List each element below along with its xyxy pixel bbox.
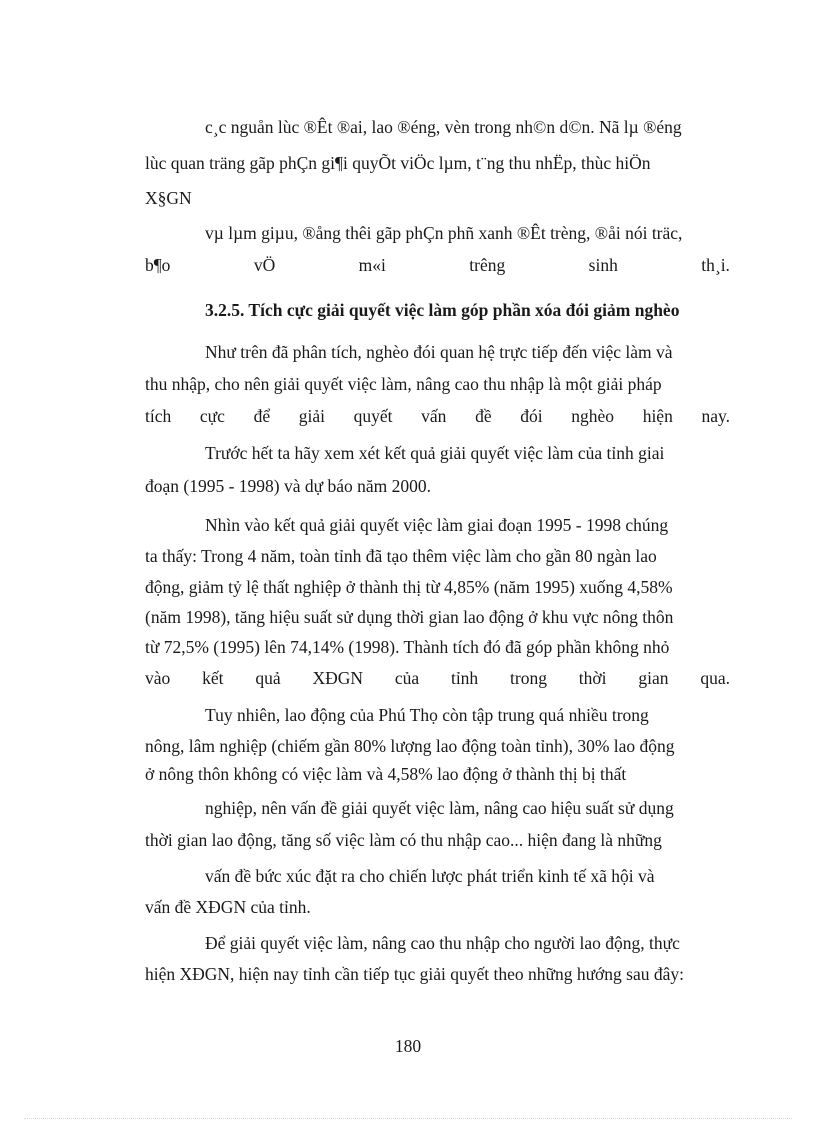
text-line: lùc quan träng gãp phÇn gi¶i quyÕt viÖc lµm, t¨ng thu nhËp, thùc hiÖn bbox=[145, 153, 651, 173]
page-number: 180 bbox=[394, 1036, 422, 1056]
word: gian bbox=[638, 668, 669, 688]
word: để bbox=[253, 406, 271, 426]
text-line: X§GN bbox=[145, 188, 192, 208]
word: XĐGN bbox=[312, 668, 363, 688]
text-line: (năm 1998), tăng hiệu suất sử dụng thời gian lao động ở khu vực nông thôn bbox=[145, 607, 674, 627]
text-line: vµ lµm giµu, ®ång thêi gãp phÇn phñ xanh ®Êt trèng, ®åi nói träc, bbox=[205, 223, 683, 243]
word: vào bbox=[145, 668, 171, 688]
word: nghèo bbox=[571, 406, 615, 426]
word: cực bbox=[199, 406, 225, 426]
word: đề bbox=[475, 406, 492, 426]
word: trong bbox=[510, 668, 547, 688]
word: qua. bbox=[700, 668, 730, 688]
word: của bbox=[394, 668, 420, 688]
word: b¶o bbox=[145, 255, 171, 275]
text-line: Nhìn vào kết quả giải quyết việc làm giai đoạn 1995 - 1998 chúng bbox=[205, 515, 669, 535]
word: vÖ bbox=[253, 255, 276, 275]
text-line: thời gian lao động, tăng số việc làm có thu nhập cao... hiện đang là những bbox=[145, 830, 662, 850]
text-line: từ 72,5% (1995) lên 74,14% (1998). Thành tích đó đã góp phần không nhỏ bbox=[145, 637, 670, 657]
text-line: Như trên đã phân tích, nghèo đói quan hệ trực tiếp đến việc làm và bbox=[205, 342, 673, 362]
text-line: nông, lâm nghiệp (chiếm gần 80% lượng lao động toàn tỉnh), 30% lao động bbox=[145, 736, 675, 756]
word: m«i bbox=[358, 255, 386, 275]
word: vấn bbox=[421, 406, 447, 426]
word: đói bbox=[520, 406, 543, 426]
word: thời bbox=[578, 668, 607, 688]
text-line: Để giải quyết việc làm, nâng cao thu nhập cho người lao động, thực bbox=[205, 933, 680, 953]
text-line: động, giảm tỷ lệ thất nghiệp ở thành thị từ 4,85% (năm 1995) xuống 4,58% bbox=[145, 577, 673, 597]
word: th¸i. bbox=[701, 255, 730, 275]
word: trêng bbox=[469, 255, 506, 275]
page-bottom-divider bbox=[24, 1118, 792, 1119]
word: kết bbox=[202, 668, 224, 688]
word: giải bbox=[298, 406, 325, 426]
justified-line bbox=[145, 405, 730, 427]
justified-line bbox=[145, 667, 730, 689]
text-line: hiện XĐGN, hiện nay tỉnh cần tiếp tục giải quyết theo những hướng sau đây: bbox=[145, 964, 685, 984]
word: nay. bbox=[701, 406, 730, 426]
justified-line bbox=[145, 254, 730, 276]
text-line: c¸c nguån lùc ®Êt ®ai, lao ®éng, vèn trong nh©n d©n. Nã lµ ®éng bbox=[205, 117, 682, 137]
word: quyết bbox=[353, 406, 393, 426]
text-line: vấn đề bức xúc đặt ra cho chiến lược phát triển kinh tế xã hội và bbox=[205, 866, 655, 886]
word: quả bbox=[255, 668, 281, 688]
word: sinh bbox=[588, 255, 618, 275]
text-line: đoạn (1995 - 1998) và dự báo năm 2000. bbox=[145, 476, 432, 496]
word: tích bbox=[145, 406, 172, 426]
text-line: Tuy nhiên, lao động của Phú Thọ còn tập trung quá nhiều trong bbox=[205, 705, 649, 725]
section-heading: 3.2.5. Tích cực giải quyết việc làm góp phần xóa đói giảm nghèo bbox=[205, 300, 680, 320]
text-line: Trước hết ta hãy xem xét kết quả giải quyết việc làm của tỉnh giai bbox=[205, 443, 665, 463]
text-line: ở nông thôn không có việc làm và 4,58% lao động ở thành thị bị thất bbox=[145, 764, 627, 784]
text-line: ta thấy: Trong 4 năm, toàn tỉnh đã tạo thêm việc làm cho gần 80 ngàn lao bbox=[145, 546, 657, 566]
text-line: nghiệp, nên vấn đề giải quyết việc làm, nâng cao hiệu suất sử dụng bbox=[205, 798, 674, 818]
word: hiện bbox=[642, 406, 673, 426]
word: tỉnh bbox=[450, 668, 479, 688]
text-line: vấn đề XĐGN của tỉnh. bbox=[145, 897, 311, 917]
text-line: thu nhập, cho nên giải quyết việc làm, nâng cao thu nhập là một giải pháp bbox=[145, 374, 662, 394]
